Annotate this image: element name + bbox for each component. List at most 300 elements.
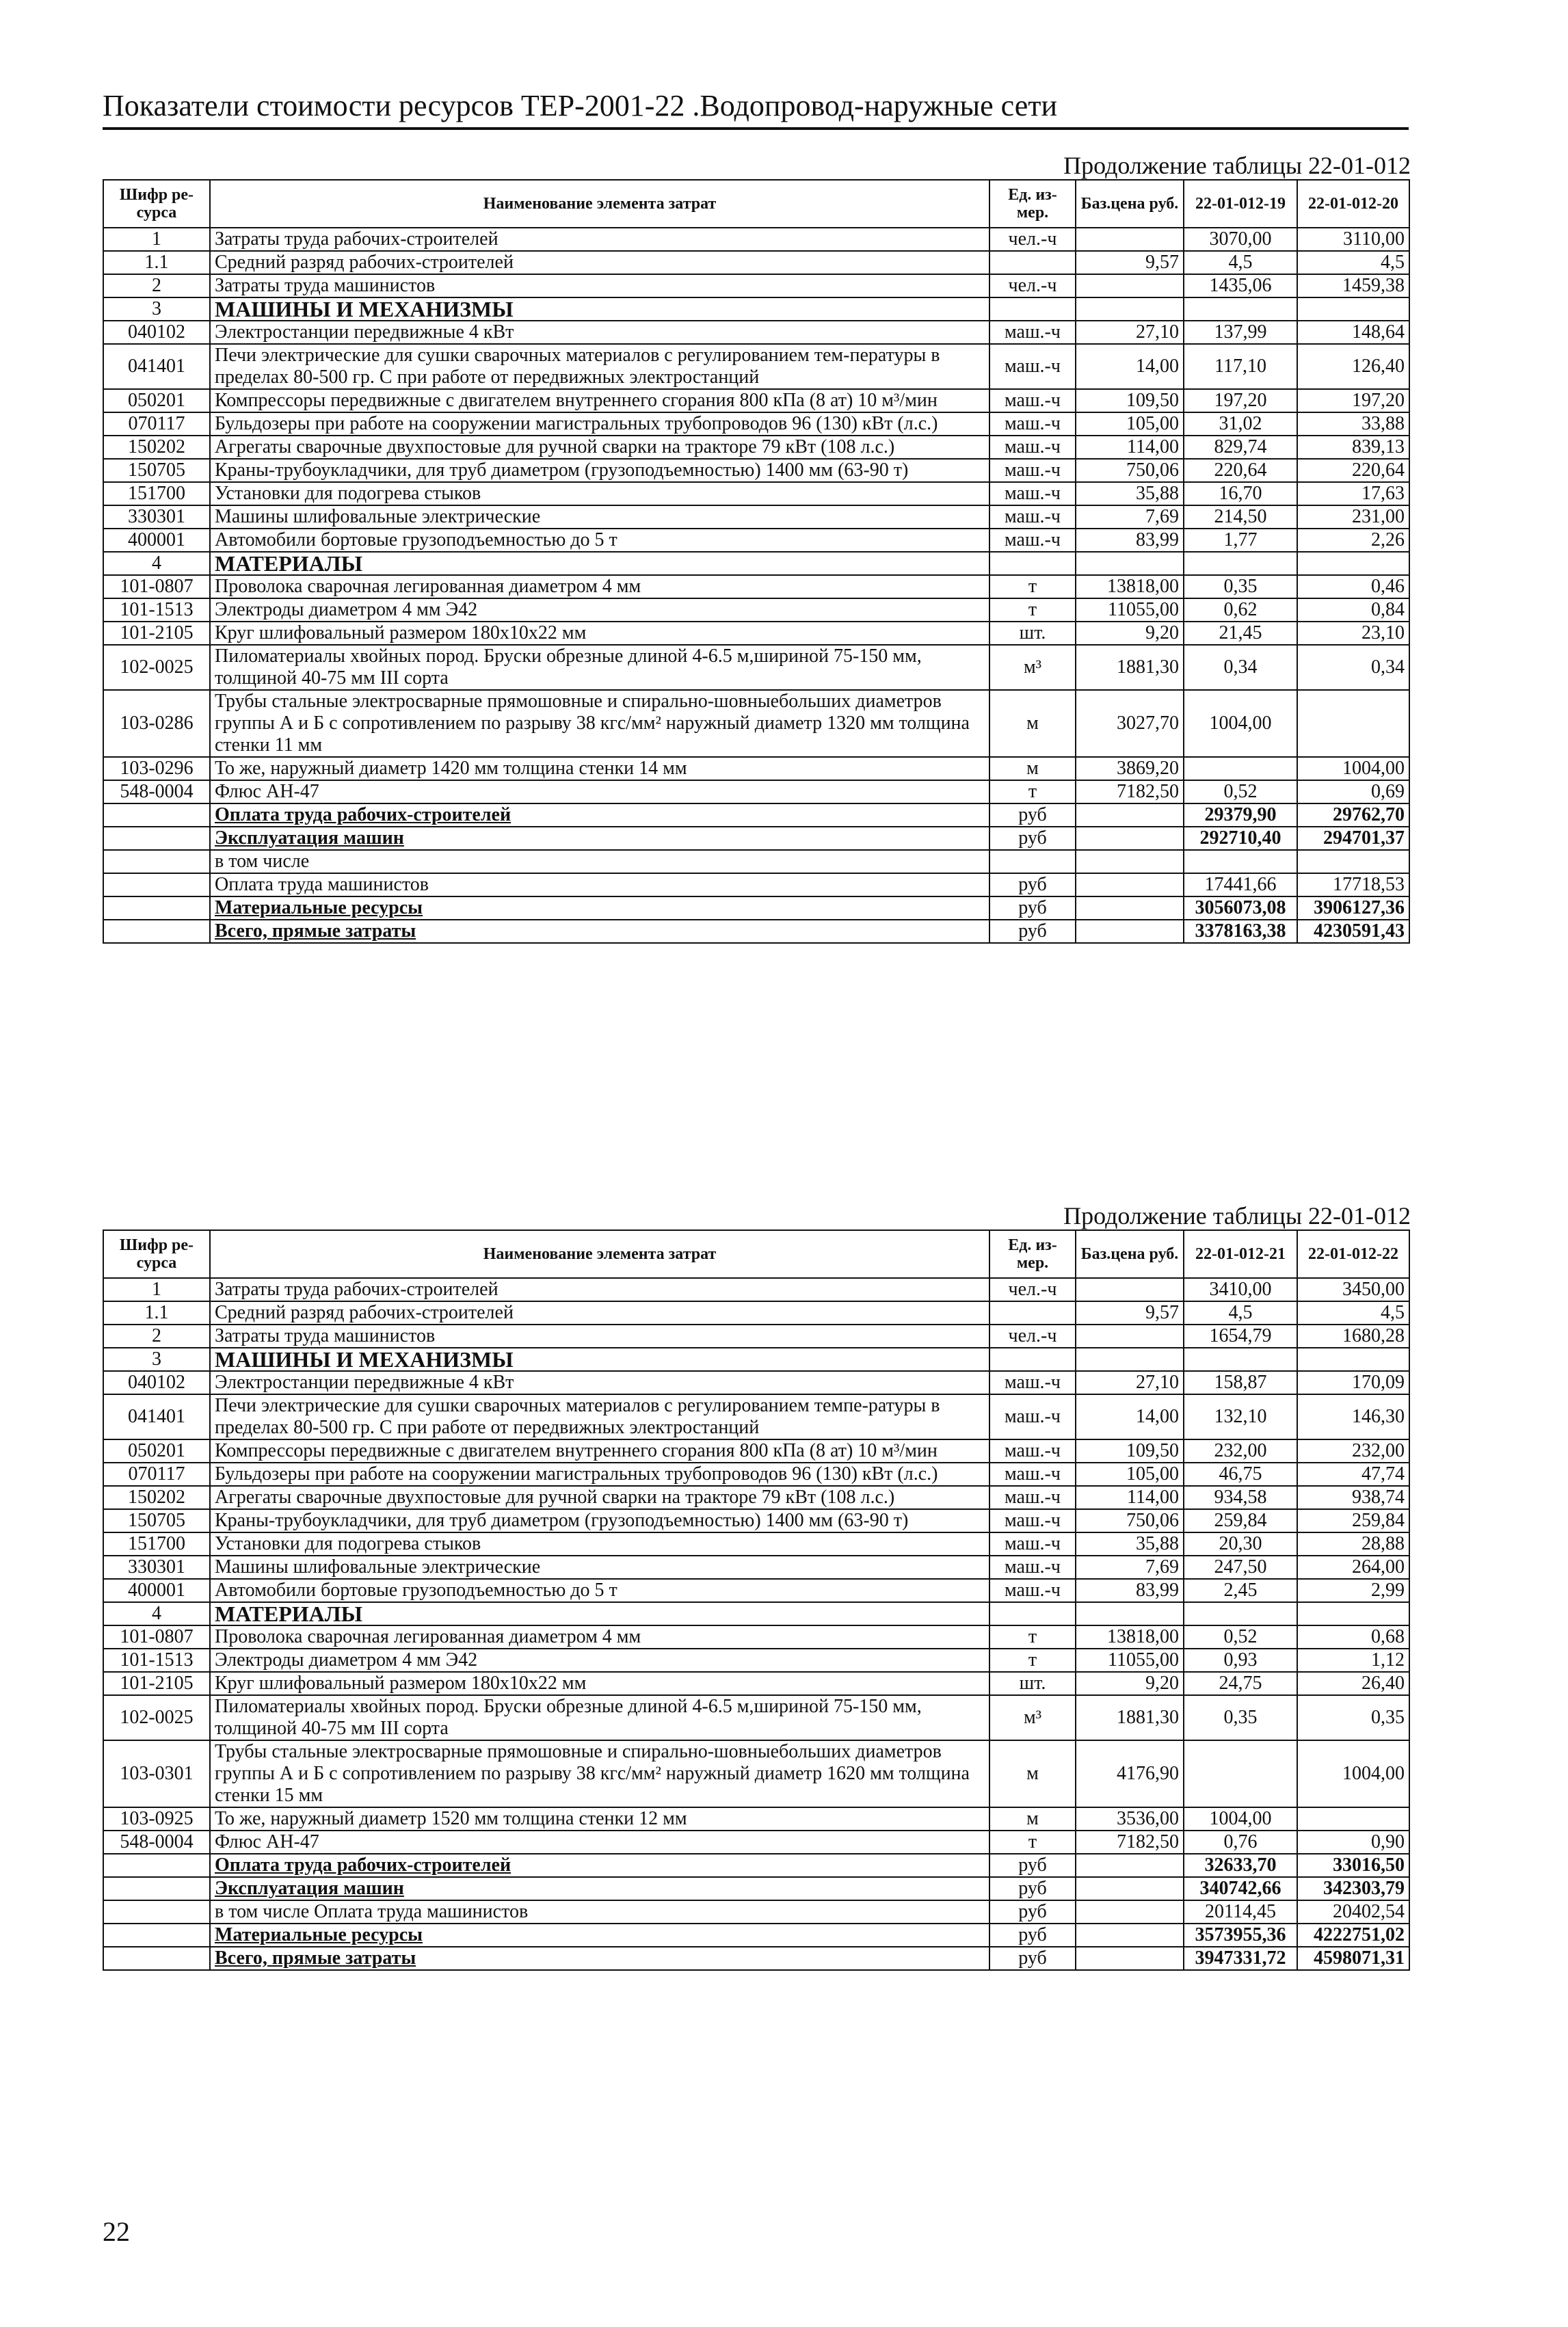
header-code: Шифр ре-сурса (103, 180, 210, 228)
cell-code: 330301 (103, 505, 210, 529)
cell-name: Агрегаты сварочные двухпостовые для ручной сварки на тракторе 79 кВт (108 л.с.) (210, 1486, 989, 1509)
table-row (103, 1394, 1409, 1439)
cell-unit: маш.-ч (989, 1371, 1076, 1394)
section-row (103, 297, 1409, 321)
cell-unit: т (989, 1831, 1076, 1854)
cell-unit: маш.-ч (989, 344, 1076, 389)
cell-unit: т (989, 780, 1076, 803)
cell-value-b: 0,34 (1297, 645, 1409, 690)
cell-price (1076, 1900, 1184, 1924)
cell-code: 040102 (103, 1371, 210, 1394)
cell-value-a (1184, 297, 1297, 321)
cell-unit: маш.-ч (989, 505, 1076, 529)
cell-price: 105,00 (1076, 1463, 1184, 1486)
cell-unit: маш.-ч (989, 482, 1076, 505)
cell-price (1076, 552, 1184, 575)
cell-code: 1.1 (103, 1301, 210, 1325)
table-row (103, 575, 1409, 598)
cell-name: Машины шлифовальные электрические (210, 1556, 989, 1579)
cell-unit: чел.-ч (989, 228, 1076, 251)
header-unit: Ед. из-мер. (989, 1230, 1076, 1278)
cell-name: Машины шлифовальные электрические (210, 505, 989, 529)
cell-code: 101-1513 (103, 1649, 210, 1672)
cell-name: Печи электрические для сушки сварочных материалов с регулированием тем-пературы в пределах 80-500 гр. С при работе от передвижных электростанций (210, 344, 989, 389)
cell-value-a: 4,5 (1184, 1301, 1297, 1325)
cell-value-a: 4,5 (1184, 251, 1297, 274)
cell-value-a: 3410,00 (1184, 1278, 1297, 1301)
cost-table (103, 179, 1410, 944)
cell-code: 150202 (103, 436, 210, 459)
cell-name: Проволока сварочная легированная диаметром 4 мм (210, 575, 989, 598)
total-row (103, 803, 1409, 827)
header-name: Наименование элемента затрат (210, 1230, 989, 1278)
cell-value-a (1184, 552, 1297, 575)
cell-name: Материальные ресурсы (210, 1924, 989, 1947)
cell-unit: руб (989, 827, 1076, 850)
cell-name: Затраты труда рабочих-строителей (210, 1278, 989, 1301)
cell-name: Средний разряд рабочих-строителей (210, 251, 989, 274)
cell-price (1076, 297, 1184, 321)
table-row (103, 1625, 1409, 1649)
cell-price: 13818,00 (1076, 1625, 1184, 1649)
cell-value-b: 1004,00 (1297, 1740, 1409, 1807)
cell-name: Трубы стальные электросварные прямошовные и спирально-шовныебольших диаметров группы А и Б с сопротивлением по разрыву 38 кгс/мм² наружный диаметр 1320 мм толщина стенки 11 мм (210, 690, 989, 757)
table-row (103, 873, 1409, 896)
cell-code: 050201 (103, 389, 210, 412)
table-row (103, 228, 1409, 251)
cell-code: 070117 (103, 1463, 210, 1486)
cell-value-a: 259,84 (1184, 1509, 1297, 1532)
cell-price: 11055,00 (1076, 598, 1184, 622)
cell-price: 109,50 (1076, 389, 1184, 412)
cell-name: Средний разряд рабочих-строителей (210, 1301, 989, 1325)
table-header-row (103, 1230, 1409, 1278)
cell-name: МАШИНЫ И МЕХАНИЗМЫ (210, 297, 989, 321)
cell-unit: т (989, 575, 1076, 598)
cell-price: 27,10 (1076, 321, 1184, 344)
cell-value-a: 132,10 (1184, 1394, 1297, 1439)
cell-unit: маш.-ч (989, 459, 1076, 482)
cell-unit: шт. (989, 622, 1076, 645)
cell-name: Затраты труда машинистов (210, 274, 989, 297)
table-row (103, 412, 1409, 436)
cell-unit: маш.-ч (989, 321, 1076, 344)
cell-name: Всего, прямые затраты (210, 920, 989, 943)
cell-price (1076, 1924, 1184, 1947)
cell-value-b: 1004,00 (1297, 757, 1409, 780)
cell-unit: маш.-ч (989, 1486, 1076, 1509)
section-row (103, 1348, 1409, 1371)
cell-value-b (1297, 552, 1409, 575)
cell-value-b: 0,35 (1297, 1695, 1409, 1740)
cell-price (1076, 873, 1184, 896)
cell-code: 040102 (103, 321, 210, 344)
table-row (103, 1672, 1409, 1695)
cell-code: 150705 (103, 1509, 210, 1532)
cell-name: Компрессоры передвижные с двигателем внутреннего сгорания 800 кПа (8 ат) 10 м³/мин (210, 1439, 989, 1463)
cell-value-b: 1,12 (1297, 1649, 1409, 1672)
cell-unit: маш.-ч (989, 1509, 1076, 1532)
cell-value-b: 231,00 (1297, 505, 1409, 529)
cell-value-b: 17,63 (1297, 482, 1409, 505)
cell-price: 3027,70 (1076, 690, 1184, 757)
cell-value-a: 0,76 (1184, 1831, 1297, 1854)
cell-value-b: 28,88 (1297, 1532, 1409, 1556)
cell-unit: руб (989, 896, 1076, 920)
cell-value-a: 1004,00 (1184, 1807, 1297, 1831)
cell-price: 27,10 (1076, 1371, 1184, 1394)
cell-code: 102-0025 (103, 645, 210, 690)
cell-value-b: 3110,00 (1297, 228, 1409, 251)
cell-name: МАТЕРИАЛЫ (210, 1602, 989, 1625)
cell-name: Пиломатериалы хвойных пород. Бруски обрезные длиной 4-6.5 м,шириной 75-150 мм, толщиной 40-75 мм III сорта (210, 645, 989, 690)
cell-name: Электростанции передвижные 4 кВт (210, 1371, 989, 1394)
cell-price: 35,88 (1076, 1532, 1184, 1556)
cell-value-b: 264,00 (1297, 1556, 1409, 1579)
cell-value-a: 21,45 (1184, 622, 1297, 645)
cell-value-a: 117,10 (1184, 344, 1297, 389)
cell-value-b: 23,10 (1297, 622, 1409, 645)
cell-value-b: 47,74 (1297, 1463, 1409, 1486)
table-row (103, 1325, 1409, 1348)
cell-unit: руб (989, 1854, 1076, 1877)
cell-value-b: 2,99 (1297, 1579, 1409, 1602)
cell-value-a: 247,50 (1184, 1556, 1297, 1579)
cell-name: Круг шлифовальный размером 180х10х22 мм (210, 622, 989, 645)
page-number: 22 (103, 2216, 130, 2247)
table-row (103, 757, 1409, 780)
cell-price (1076, 1947, 1184, 1970)
table-row (103, 436, 1409, 459)
cell-price (1076, 850, 1184, 873)
cell-value-b: 839,13 (1297, 436, 1409, 459)
total-row (103, 1924, 1409, 1947)
cell-value-a (1184, 850, 1297, 873)
header-col-a: 22-01-012-21 (1184, 1230, 1297, 1278)
table-row (103, 344, 1409, 389)
cell-code (103, 827, 210, 850)
cell-price: 35,88 (1076, 482, 1184, 505)
total-row (103, 1854, 1409, 1877)
cell-unit (989, 251, 1076, 274)
cell-unit: руб (989, 920, 1076, 943)
total-row (103, 896, 1409, 920)
cell-unit: руб (989, 1900, 1076, 1924)
cell-value-b: 220,64 (1297, 459, 1409, 482)
cell-value-b: 1680,28 (1297, 1325, 1409, 1348)
section-row (103, 552, 1409, 575)
table-row (103, 274, 1409, 297)
cell-code (103, 1854, 210, 1877)
cell-value-a: 1,77 (1184, 529, 1297, 552)
header-unit: Ед. из-мер. (989, 180, 1076, 228)
cell-value-a: 3056073,08 (1184, 896, 1297, 920)
cell-price: 9,57 (1076, 1301, 1184, 1325)
cell-value-a: 340742,66 (1184, 1877, 1297, 1900)
cell-code: 1.1 (103, 251, 210, 274)
cell-value-a: 24,75 (1184, 1672, 1297, 1695)
cell-code: 4 (103, 552, 210, 575)
table-row (103, 1556, 1409, 1579)
cell-value-b: 33,88 (1297, 412, 1409, 436)
cell-value-a: 0,52 (1184, 1625, 1297, 1649)
cell-unit (989, 850, 1076, 873)
cell-name: Всего, прямые затраты (210, 1947, 989, 1970)
cell-value-b: 938,74 (1297, 1486, 1409, 1509)
cell-value-a: 46,75 (1184, 1463, 1297, 1486)
cell-code: 4 (103, 1602, 210, 1625)
cell-value-a: 0,35 (1184, 575, 1297, 598)
cell-price (1076, 803, 1184, 827)
cell-name: Электроды диаметром 4 мм Э42 (210, 1649, 989, 1672)
cell-code: 1 (103, 1278, 210, 1301)
cell-unit (989, 1301, 1076, 1325)
cell-price: 9,57 (1076, 251, 1184, 274)
cell-name: Оплата труда машинистов (210, 873, 989, 896)
cell-value-b: 4,5 (1297, 251, 1409, 274)
cell-value-b: 1459,38 (1297, 274, 1409, 297)
cell-value-a: 197,20 (1184, 389, 1297, 412)
header-price: Баз.цена руб. (1076, 1230, 1184, 1278)
cell-unit: маш.-ч (989, 1556, 1076, 1579)
cell-code: 101-1513 (103, 598, 210, 622)
cell-value-a (1184, 1602, 1297, 1625)
table-caption: Продолжение таблицы 22-01-012 (1063, 152, 1411, 179)
total-row (103, 827, 1409, 850)
table-row (103, 1579, 1409, 1602)
cell-value-b: 146,30 (1297, 1394, 1409, 1439)
table-row (103, 690, 1409, 757)
cell-code (103, 1947, 210, 1970)
cell-unit: руб (989, 1947, 1076, 1970)
cell-price: 105,00 (1076, 412, 1184, 436)
cell-price: 109,50 (1076, 1439, 1184, 1463)
cell-name: Круг шлифовальный размером 180х10х22 мм (210, 1672, 989, 1695)
table-row (103, 482, 1409, 505)
cell-code (103, 1900, 210, 1924)
cell-code: 103-0296 (103, 757, 210, 780)
cell-code: 102-0025 (103, 1695, 210, 1740)
cell-value-b: 4598071,31 (1297, 1947, 1409, 1970)
cell-code: 151700 (103, 482, 210, 505)
cell-value-a: 29379,90 (1184, 803, 1297, 827)
cell-value-a: 292710,40 (1184, 827, 1297, 850)
cell-name: Автомобили бортовые грузоподъемностью до 5 т (210, 529, 989, 552)
cell-unit: маш.-ч (989, 1532, 1076, 1556)
table-row (103, 321, 1409, 344)
cell-unit: маш.-ч (989, 1463, 1076, 1486)
cell-code: 3 (103, 1348, 210, 1371)
cell-unit: м (989, 757, 1076, 780)
cell-value-b: 232,00 (1297, 1439, 1409, 1463)
cell-name: Пиломатериалы хвойных пород. Бруски обрезные длиной 4-6.5 м,шириной 75-150 мм, толщиной 40-75 мм III сорта (210, 1695, 989, 1740)
header-col-a: 22-01-012-19 (1184, 180, 1297, 228)
cell-code (103, 896, 210, 920)
cell-code: 041401 (103, 344, 210, 389)
table-row (103, 780, 1409, 803)
table-row (103, 529, 1409, 552)
cell-price: 114,00 (1076, 436, 1184, 459)
cell-price: 13818,00 (1076, 575, 1184, 598)
cell-name: Оплата труда рабочих-строителей (210, 803, 989, 827)
cell-code: 101-0807 (103, 1625, 210, 1649)
header-code: Шифр ре-сурса (103, 1230, 210, 1278)
cell-code (103, 920, 210, 943)
table-row (103, 251, 1409, 274)
cell-unit: чел.-ч (989, 1325, 1076, 1348)
cell-name: Бульдозеры при работе на сооружении магистральных трубопроводов 96 (130) кВт (л.с.) (210, 1463, 989, 1486)
cell-name: Компрессоры передвижные с двигателем внутреннего сгорания 800 кПа (8 ат) 10 м³/мин (210, 389, 989, 412)
cell-value-a: 0,62 (1184, 598, 1297, 622)
cell-price (1076, 228, 1184, 251)
table-header-row (103, 180, 1409, 228)
cell-value-a: 0,35 (1184, 1695, 1297, 1740)
cell-value-a (1184, 1348, 1297, 1371)
cell-price: 7,69 (1076, 505, 1184, 529)
cell-value-b: 20402,54 (1297, 1900, 1409, 1924)
cell-unit: чел.-ч (989, 274, 1076, 297)
cell-name: Электростанции передвижные 4 кВт (210, 321, 989, 344)
cell-unit: м (989, 1807, 1076, 1831)
table-row (103, 598, 1409, 622)
header-price: Баз.цена руб. (1076, 180, 1184, 228)
cell-price: 83,99 (1076, 1579, 1184, 1602)
cell-price: 14,00 (1076, 1394, 1184, 1439)
cell-price (1076, 1348, 1184, 1371)
cell-value-a: 158,87 (1184, 1371, 1297, 1394)
table-row (103, 1439, 1409, 1463)
cell-unit: м³ (989, 1695, 1076, 1740)
cell-name: МАТЕРИАЛЫ (210, 552, 989, 575)
cell-price (1076, 827, 1184, 850)
cell-price: 9,20 (1076, 1672, 1184, 1695)
cell-value-b: 3906127,36 (1297, 896, 1409, 920)
cell-unit: т (989, 1625, 1076, 1649)
cell-value-a: 137,99 (1184, 321, 1297, 344)
cell-name: Флюс АН-47 (210, 1831, 989, 1854)
cell-value-b: 342303,79 (1297, 1877, 1409, 1900)
cell-value-b (1297, 297, 1409, 321)
cell-name: Оплата труда рабочих-строителей (210, 1854, 989, 1877)
table-row (103, 505, 1409, 529)
cell-price (1076, 1325, 1184, 1348)
cell-price (1076, 1854, 1184, 1877)
cell-name: Проволока сварочная легированная диаметром 4 мм (210, 1625, 989, 1649)
cell-value-b: 33016,50 (1297, 1854, 1409, 1877)
cell-value-a: 829,74 (1184, 436, 1297, 459)
table-row (103, 622, 1409, 645)
cell-name: Эксплуатация машин (210, 1877, 989, 1900)
cell-value-b: 2,26 (1297, 529, 1409, 552)
cell-code: 101-0807 (103, 575, 210, 598)
table-row (103, 645, 1409, 690)
cell-name: Установки для подогрева стыков (210, 1532, 989, 1556)
cell-name: Флюс АН-47 (210, 780, 989, 803)
cell-value-a: 934,58 (1184, 1486, 1297, 1509)
cell-value-a: 20114,45 (1184, 1900, 1297, 1924)
cell-value-a: 16,70 (1184, 482, 1297, 505)
cell-price: 7,69 (1076, 1556, 1184, 1579)
cell-unit: маш.-ч (989, 1394, 1076, 1439)
cell-code: 070117 (103, 412, 210, 436)
cell-value-b: 4222751,02 (1297, 1924, 1409, 1947)
section-row (103, 1602, 1409, 1625)
cell-name: в том числе (210, 850, 989, 873)
cell-price: 83,99 (1076, 529, 1184, 552)
cell-value-b: 0,84 (1297, 598, 1409, 622)
cell-value-b: 29762,70 (1297, 803, 1409, 827)
cell-code: 150705 (103, 459, 210, 482)
cell-unit: м (989, 1740, 1076, 1807)
cell-code: 1 (103, 228, 210, 251)
cell-code (103, 1924, 210, 1947)
cell-price: 14,00 (1076, 344, 1184, 389)
cell-price: 750,06 (1076, 459, 1184, 482)
cell-name: Трубы стальные электросварные прямошовные и спирально-шовныебольших диаметров группы А и Б с сопротивлением по разрыву 38 кгс/мм² наружный диаметр 1620 мм толщина стенки 15 мм (210, 1740, 989, 1807)
cell-unit: маш.-ч (989, 1579, 1076, 1602)
cell-value-b: 26,40 (1297, 1672, 1409, 1695)
cell-value-a: 1435,06 (1184, 274, 1297, 297)
cell-code: 2 (103, 274, 210, 297)
cell-name: Установки для подогрева стыков (210, 482, 989, 505)
cell-unit (989, 1602, 1076, 1625)
cell-code (103, 873, 210, 896)
cell-value-b (1297, 1807, 1409, 1831)
cell-price: 3869,20 (1076, 757, 1184, 780)
cell-unit: маш.-ч (989, 389, 1076, 412)
cell-value-b (1297, 850, 1409, 873)
cell-code (103, 803, 210, 827)
table-row (103, 1278, 1409, 1301)
table-row (103, 459, 1409, 482)
cell-unit: маш.-ч (989, 412, 1076, 436)
cell-name: Эксплуатация машин (210, 827, 989, 850)
table-row (103, 1509, 1409, 1532)
table-body (103, 1278, 1409, 1970)
cell-value-a: 220,64 (1184, 459, 1297, 482)
total-row (103, 920, 1409, 943)
cell-code: 101-2105 (103, 622, 210, 645)
table-row (103, 1532, 1409, 1556)
cell-price: 7182,50 (1076, 780, 1184, 803)
table-body (103, 228, 1409, 943)
cell-code: 3 (103, 297, 210, 321)
total-row (103, 1877, 1409, 1900)
cell-price (1076, 1877, 1184, 1900)
cell-unit: м³ (989, 645, 1076, 690)
cell-value-a: 32633,70 (1184, 1854, 1297, 1877)
cell-value-b: 0,69 (1297, 780, 1409, 803)
cell-value-a: 1004,00 (1184, 690, 1297, 757)
cell-value-a: 1654,79 (1184, 1325, 1297, 1348)
table-caption: Продолжение таблицы 22-01-012 (1063, 1202, 1411, 1229)
cell-code: 103-0286 (103, 690, 210, 757)
cell-price: 3536,00 (1076, 1807, 1184, 1831)
table-row (103, 1807, 1409, 1831)
cell-value-b (1297, 1348, 1409, 1371)
cell-value-b: 0,46 (1297, 575, 1409, 598)
cell-value-b: 4230591,43 (1297, 920, 1409, 943)
cell-value-a: 214,50 (1184, 505, 1297, 529)
cell-unit (989, 297, 1076, 321)
cell-value-b: 126,40 (1297, 344, 1409, 389)
cell-code: 400001 (103, 529, 210, 552)
cell-value-b: 197,20 (1297, 389, 1409, 412)
cell-name: МАШИНЫ И МЕХАНИЗМЫ (210, 1348, 989, 1371)
cell-value-a: 17441,66 (1184, 873, 1297, 896)
cell-value-a: 0,52 (1184, 780, 1297, 803)
cell-price (1076, 274, 1184, 297)
